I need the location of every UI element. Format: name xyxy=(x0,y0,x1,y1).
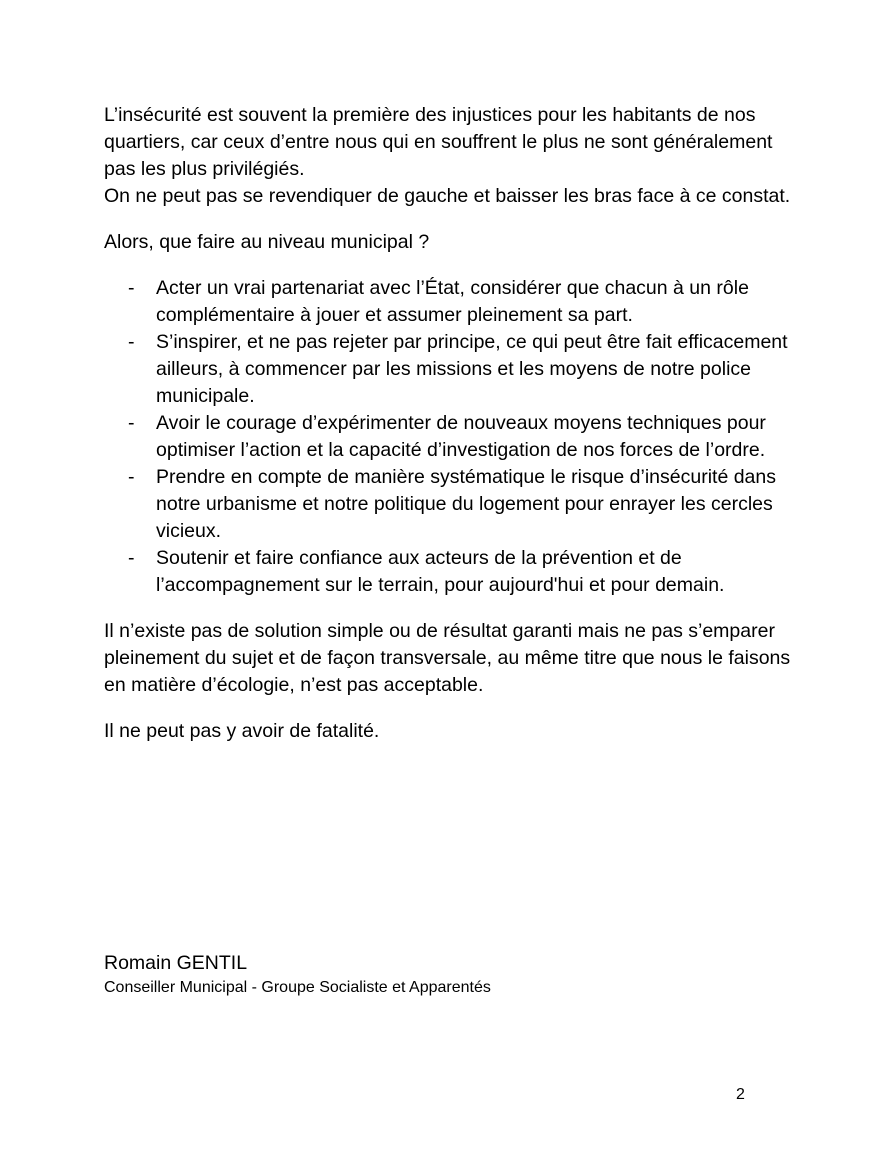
list-item xyxy=(104,329,804,410)
bullet-marker: - xyxy=(128,277,135,299)
conclusion-paragraph: Il n’existe pas de solution simple ou de résultat garanti mais ne pas s’emparer pleinement du sujet et de façon transversale, au même titre que nous le faisons en matière d’écologie, n’est pas acceptable. xyxy=(104,620,791,696)
bullet-marker: - xyxy=(128,412,135,434)
intro-paragraph: L’insécurité est souvent la première des injustices pour les habitants de nos quartiers, car ceux d’entre nous qui en souffrent le plus ne sont généralement pas les plus privilégiés. xyxy=(104,104,773,180)
bullet-marker: - xyxy=(128,547,135,569)
intro-paragraph-continued: On ne peut pas se revendiquer de gauche et baisser les bras face à ce constat. xyxy=(104,185,791,207)
closing-paragraph: Il ne peut pas y avoir de fatalité. xyxy=(104,720,380,742)
list-item xyxy=(104,275,804,329)
list-item-text: S’inspirer, et ne pas rejeter par principe, ce qui peut être fait efficacement ailleurs, à commencer par les missions et les moyens de notre police municipale. xyxy=(156,331,788,407)
list-item xyxy=(104,410,804,464)
bullet-marker: - xyxy=(128,331,135,353)
list-item-text: Avoir le courage d’expérimenter de nouveaux moyens techniques pour optimiser l’action et la capacité d’investigation de nos forces de l’ordre. xyxy=(156,412,766,461)
bullet-marker: - xyxy=(128,466,135,488)
list-item xyxy=(104,464,804,545)
document-body xyxy=(104,102,804,745)
list-item xyxy=(104,545,804,599)
proposal-list xyxy=(104,275,804,599)
signatory-role: Conseiller Municipal - Groupe Socialiste et Apparentés xyxy=(104,979,491,996)
question-paragraph: Alors, que faire au niveau municipal ? xyxy=(104,231,430,253)
list-item-text: Prendre en compte de manière systématique le risque d’insécurité dans notre urbanisme et notre politique du logement pour enrayer les cercles vicieux. xyxy=(156,466,777,542)
page-number: 2 xyxy=(736,1086,745,1103)
signature-block xyxy=(104,950,704,1000)
list-item-text: Acter un vrai partenariat avec l’État, considérer que chacun à un rôle complémentaire à jouer et assumer pleinement sa part. xyxy=(156,277,749,326)
list-item-text: Soutenir et faire confiance aux acteurs de la prévention et de l’accompagnement sur le terrain, pour aujourd'hui et pour demain. xyxy=(156,547,725,596)
signatory-name: Romain GENTIL xyxy=(104,952,248,974)
